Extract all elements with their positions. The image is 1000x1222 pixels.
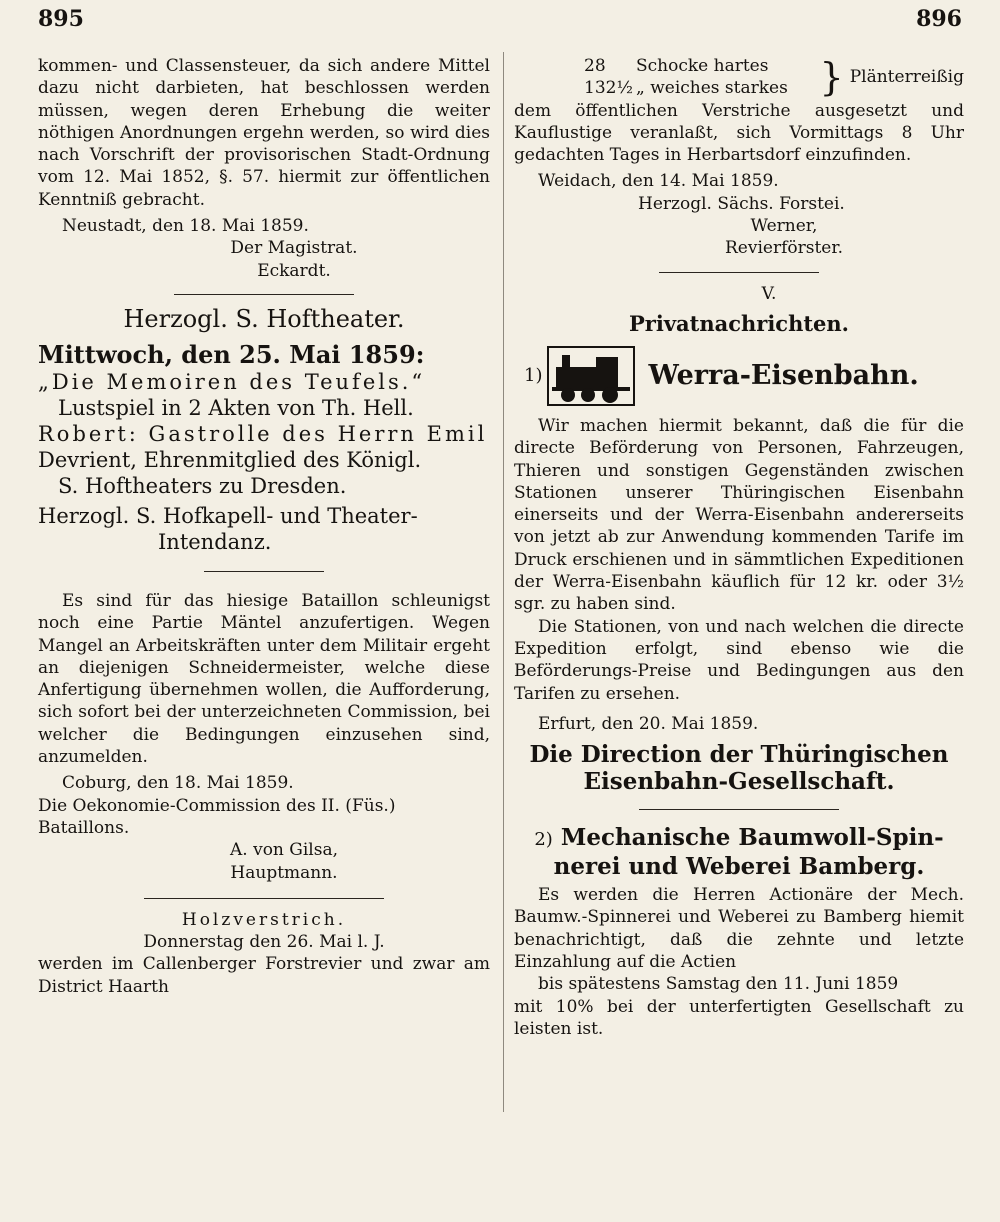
theater-date: Mittwoch, den 25. Mai 1859: (38, 339, 425, 369)
rail-notice-signed-1: Die Direction der Thüringischen (529, 741, 949, 769)
forest-notice-place-date: Weidach, den 14. Mai 1859. (538, 171, 779, 192)
theater-title: Herzogl. S. Hoftheater. (123, 304, 405, 333)
page-number-right: 896 (916, 6, 962, 32)
tax-notice-signature: Eckardt. (257, 260, 331, 281)
forest-notice-name: Werner, (750, 216, 818, 237)
forest-notice-text: dem öffentlichen Verstriche ausgesetzt und Kauflustige veranlaßt, sich Vormittags 8 Uhr gedachten Tages in Herbartsdorf einzufinden. (514, 100, 964, 166)
divider (204, 571, 324, 572)
spinning-notice-paragraph-3: mit 10% bei der unterfertigten Gesellschaft zu leisten ist. (514, 996, 964, 1039)
theater-management-2: Intendanz. (158, 529, 272, 554)
timber-row2-text: „ weiches starkes (636, 78, 788, 99)
spinning-notice-index: 2) (534, 829, 553, 851)
timber-list (514, 55, 964, 100)
rail-notice-index: 1) (524, 364, 543, 386)
forest-notice-office: Herzogl. Sächs. Forstei. (638, 193, 845, 214)
timber-row1-text: Schocke hartes (636, 56, 769, 76)
wood-auction-title: Holzverstrich. (181, 909, 347, 930)
forest-notice-rank: Revierförster. (724, 238, 844, 259)
rail-notice-paragraph-1: Wir machen hiermit bekannt, daß die für die directe Beförderung von Personen, Fahrzeugen, Thieren und sonstigen Gegenständen zwischen Stationen unserer Thüringischen Eisenbahn einerseits und der Werra-Eisenbahn andererseits von jetzt ab zur Anwendung kommenden Tarife im Druck erschienen und in sämmtlichen Expeditionen der Werra-Eisenbahn käuflich für 12 kr. oder 3½ sgr. zu haben sind. (514, 415, 964, 615)
wood-auction-date: Donnerstag den 26. Mai l. J. (143, 932, 385, 953)
tax-notice-text: kommen- und Classensteuer, da sich andere Mittel dazu nicht darbieten, hat beschlossen werden müssen, wegen deren Erhebung die weiter nöthigen Anordnungen ergehn werden, so wird dies nach Vorschrift der provisorischen Stadt-Ordnung vom 12. Mai 1852, §. 57. hiermit zur öffentlichen Kenntniß gebracht. (38, 56, 490, 210)
right-column (514, 55, 964, 1040)
tax-notice-authority: Der Magistrat. (230, 238, 358, 259)
theater-cast-2: Devrient, Ehrenmitglied des Königl. (38, 447, 422, 472)
tailor-notice-signature-name: A. von Gilsa, (230, 840, 338, 861)
spinning-notice-title-2: nerei und Weberei Bamberg. (553, 853, 925, 881)
divider (144, 898, 384, 899)
theater-management-1: Herzogl. S. Hofkapell- und Theater- (38, 503, 418, 528)
spinning-notice-paragraph-2: bis spätestens Samstag den 11. Juni 1859 (538, 974, 899, 995)
brace-icon: } (819, 55, 844, 100)
left-column (38, 55, 490, 998)
theater-play: „Die Memoiren des Teufels.“ (38, 369, 426, 394)
locomotive-icon (546, 345, 636, 407)
divider (174, 294, 354, 295)
tailor-notice-text: Es sind für das hiesige Bataillon schleunigst noch eine Partie Mäntel anzufertigen. Wegen Mangel an Arbeitskräften unter dem Militair ergeht an diejenigen Schneidermeister, welche diese Anfertigung übernehmen wollen, die Aufforderung, sich sofort bei der unterzeichneten Commission, bei welcher die Bedingungen einzusehen sind, anzumelden. (38, 590, 490, 768)
timber-row1-num: 28 (584, 56, 606, 76)
tailor-notice-place-date: Coburg, den 18. Mai 1859. (62, 773, 294, 794)
rail-notice-header (524, 345, 964, 407)
wood-auction-text: werden im Callenberger Forstrevier und zwar am District Haarth (38, 954, 490, 997)
tailor-notice-signature-rank: Hauptmann. (230, 862, 338, 883)
section-title: Privatnachrichten. (628, 310, 849, 336)
theater-genre: Lustspiel in 2 Akten von Th. Hell. (58, 395, 414, 420)
spinning-notice-title-1: 2) Mechanische Baumwoll-Spin- (534, 824, 944, 852)
rail-notice-paragraph-2: Die Stationen, von und nach welchen die directe Expedition erfolgt, sind ebenso wie die Beförderungs-Preise und Bedingungen aus den Tarifen zu ersehen. (514, 616, 964, 704)
divider (639, 809, 839, 810)
section-number: V. (761, 283, 777, 304)
tax-notice-place-date: Neustadt, den 18. Mai 1859. (62, 216, 309, 237)
column-divider (503, 52, 504, 1112)
rail-notice-signed-2: Eisenbahn-Gesellschaft. (583, 768, 895, 796)
theater-cast-3: S. Hoftheaters zu Dresden. (58, 473, 347, 498)
rail-notice-title: Werra-Eisenbahn. (648, 359, 919, 391)
tailor-notice-commission: Die Oekonomie-Commission des II. (Füs.) Bataillons. (38, 795, 396, 838)
spinning-notice-paragraph-1: Es werden die Herren Actionäre der Mech. Baumw.-Spinnerei und Weberei zu Bamberg hiemit benachrichtigt, daß die zehnte und letzte Einzahlung auf die Actien (514, 885, 964, 973)
timber-label: Plänterreißig (849, 67, 964, 88)
theater-cast-1: Robert: Gastrolle des Herrn Emil (38, 421, 488, 446)
page-number-left: 895 (38, 6, 84, 32)
rail-notice-place-date: Erfurt, den 20. Mai 1859. (538, 713, 759, 734)
divider (659, 272, 819, 273)
timber-row2-num: 132½ (584, 78, 633, 99)
